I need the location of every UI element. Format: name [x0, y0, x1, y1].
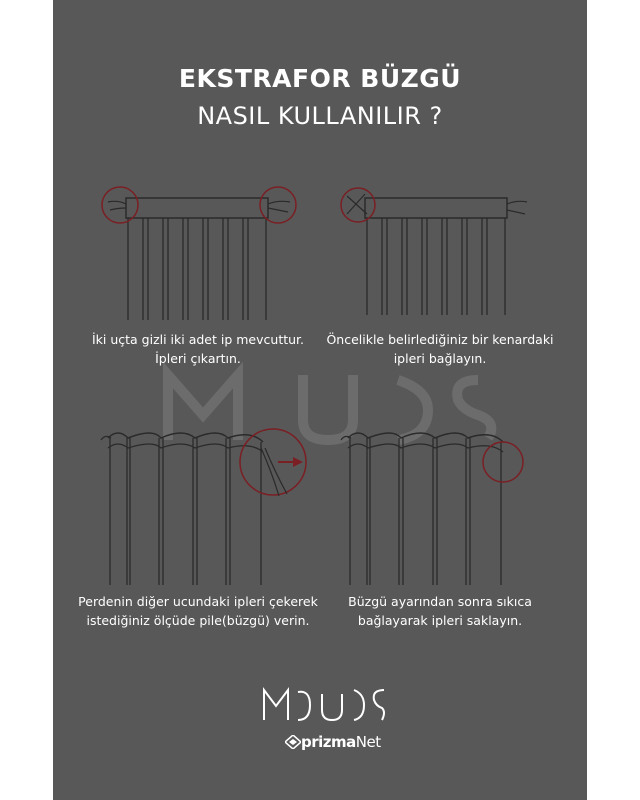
step-4-illustration [333, 420, 538, 590]
step-4-line-2: bağlayarak ipleri saklayın. [357, 613, 523, 628]
circle-highlight-icon [483, 442, 523, 482]
prizmanet-mark-icon [285, 735, 301, 749]
step-2-line-2: ipleri bağlayın. [393, 351, 487, 366]
page-subtitle: NASIL KULLANILIR ? [197, 102, 443, 130]
step-2-illustration [333, 180, 538, 320]
step-3-caption [68, 592, 328, 630]
brand-sub-light: Net [355, 733, 381, 751]
instruction-panel [53, 0, 587, 800]
circle-highlight-icon [341, 188, 375, 222]
step-3-illustration [93, 420, 323, 590]
step-4-caption [310, 592, 570, 630]
step-1-line-2: İpleri çıkartın. [155, 351, 241, 366]
step-2-line-1: Öncelikle belirlediğiniz bir kenardaki [326, 332, 554, 347]
circle-highlight-icon [102, 187, 138, 223]
step-4-line-1: Büzgü ayarından sonra sıkıca [348, 594, 532, 609]
step-2-caption [310, 330, 570, 368]
step-3-line-1: Perdenin diğer ucundaki ipleri çekerek [78, 594, 318, 609]
step-1-caption [68, 330, 328, 368]
brand-sub-bold: prizma [301, 733, 356, 751]
page-title: EKSTRAFOR BÜZGÜ [178, 64, 462, 93]
prizmanet-brand [285, 733, 381, 751]
step-3-line-2: istediğiniz ölçüde pile(büzgü) verin. [86, 613, 310, 628]
circle-highlight-icon [260, 187, 296, 223]
step-1-line-1: İki uçta gizli iki adet ip mevcuttur. [91, 332, 305, 347]
arrow-right-icon [278, 457, 303, 467]
step-1-illustration [98, 180, 303, 320]
